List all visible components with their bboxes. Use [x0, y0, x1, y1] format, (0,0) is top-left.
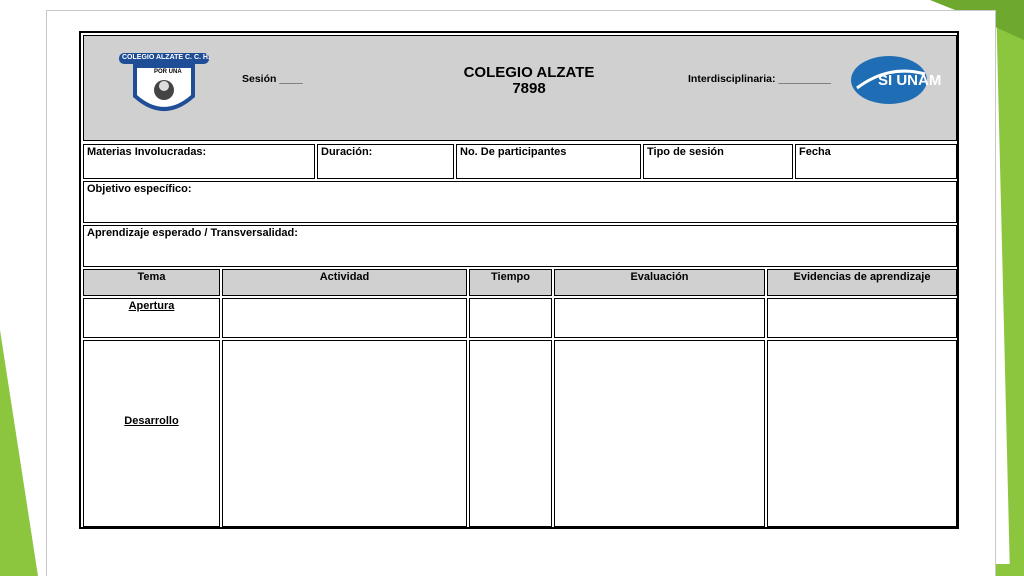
col-header-evidencias: Evidencias de aprendizaje — [767, 269, 957, 296]
participantes-field[interactable] — [456, 144, 641, 179]
fecha-label: Fecha — [799, 146, 831, 158]
objetivo-field[interactable] — [83, 181, 957, 223]
materias-label: Materias Involucradas: — [87, 146, 207, 158]
tipo-sesion-label: Tipo de sesión — [647, 146, 724, 158]
duracion-field[interactable] — [317, 144, 454, 179]
col-header-evaluacion: Evaluación — [554, 269, 765, 296]
row-apertura-tiempo[interactable] — [469, 298, 552, 338]
row-desarrollo-actividad[interactable] — [222, 340, 467, 527]
aprendizaje-field[interactable] — [83, 225, 957, 267]
logo-left-text: COLEGIO ALZATE C. C. H. — [122, 54, 210, 61]
session-label: Sesión ____ — [242, 73, 303, 85]
session-form — [79, 31, 959, 529]
apertura-label: Apertura — [128, 300, 175, 312]
col-header-tema: Tema — [83, 269, 220, 296]
col-header-tiempo: Tiempo — [469, 269, 552, 296]
duracion-label: Duración: — [321, 146, 373, 158]
interdisciplinary-label: Interdisciplinaria: _________ — [688, 73, 831, 85]
desarrollo-label: Desarrollo — [124, 415, 179, 427]
row-apertura-evaluacion[interactable] — [554, 298, 765, 338]
green-decoration-left — [0, 0, 50, 576]
row-apertura-actividad[interactable] — [222, 298, 467, 338]
row-desarrollo-tema — [83, 340, 220, 527]
row-desarrollo-evidencias[interactable] — [767, 340, 957, 527]
fecha-field[interactable] — [795, 144, 957, 179]
si-unam-text: SI UNAM — [878, 72, 942, 89]
school-name: COLEGIO ALZATE — [463, 64, 595, 81]
tipo-sesion-field[interactable] — [643, 144, 793, 179]
aprendizaje-label: Aprendizaje esperado / Transversalidad: — [87, 227, 298, 239]
logo-left-motto: POR UNA — [154, 69, 182, 75]
row-apertura-evidencias[interactable] — [767, 298, 957, 338]
materias-field[interactable] — [83, 144, 315, 179]
row-desarrollo-tiempo[interactable] — [469, 340, 552, 527]
objetivo-label: Objetivo específico: — [87, 183, 192, 195]
row-apertura-tema — [83, 298, 220, 338]
school-code: 7898 — [512, 80, 546, 97]
col-header-actividad: Actividad — [222, 269, 467, 296]
row-desarrollo-evaluacion[interactable] — [554, 340, 765, 527]
participantes-label: No. De participantes — [460, 146, 567, 158]
